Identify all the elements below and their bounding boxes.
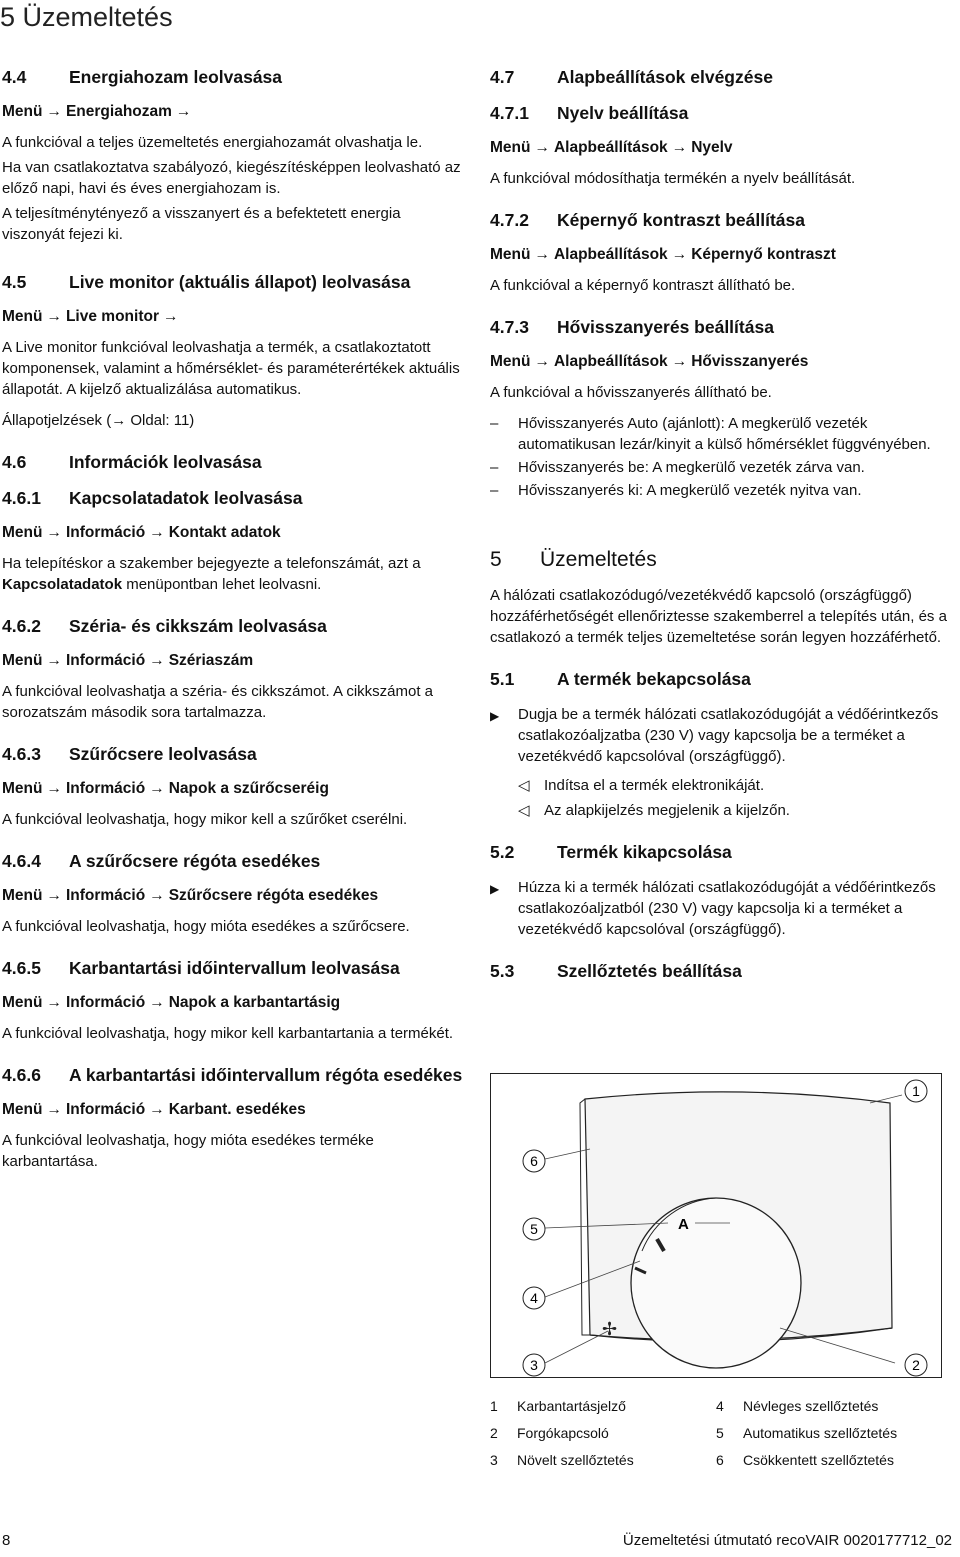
device-illustration — [490, 1073, 942, 1378]
right-column — [490, 58, 948, 996]
svg-text:✢: ✢ — [602, 1319, 618, 1340]
legend-item: 6 Csökkentett szellőztetés — [716, 1452, 894, 1468]
paragraph: A funkcióval a képernyő kontraszt állítható be. — [490, 277, 796, 294]
menu-path: Menü → Live monitor → — [2, 308, 179, 325]
page-header-title: 5 Üzemeltetés — [0, 2, 173, 32]
callout-label: 2 — [912, 1357, 920, 1373]
figure-legend — [490, 1393, 942, 1474]
section-heading: 4.6.3 Szűrőcsere leolvasása — [2, 744, 257, 764]
section-heading: 5.1 A termék bekapcsolása — [490, 669, 751, 689]
menu-path: Menü → Információ → Napok a karbantartásig — [2, 994, 341, 1011]
paragraph: A funkcióval leolvashatja, hogy mióta esedékes a szűrőcsere. — [2, 918, 410, 935]
paragraph: A funkcióval leolvashatja a széria- és cikkszámot. A cikkszámot a sorozatszám második sora tartalmazza. — [2, 683, 434, 721]
section-heading: 4.5 Live monitor (aktuális állapot) leolvasása — [2, 272, 411, 292]
section-heading: 4.6.1 Kapcsolatadatok leolvasása — [2, 488, 303, 508]
section-heading: 4.6 Információk leolvasása — [2, 452, 262, 472]
menu-path: Menü → Alapbeállítások → Képernyő kontraszt — [490, 246, 836, 263]
section-heading: 4.7 Alapbeállítások elvégzése — [490, 67, 773, 87]
menu-path: Menü → Energiahozam → — [2, 103, 192, 120]
document-title: Üzemeltetési útmutató recoVAIR 0020177712_02 — [622, 1532, 952, 1549]
callout-label: 3 — [530, 1357, 538, 1373]
paragraph: A funkcióval leolvashatja, hogy mikor kell karbantartania a termékét. — [2, 1025, 454, 1042]
legend-item: 4 Névleges szellőztetés — [716, 1398, 879, 1414]
paragraph: A funkcióval módosíthatja termékén a nyelv beállítását. — [490, 170, 856, 187]
section-heading: 4.7.1 Nyelv beállítása — [490, 103, 689, 123]
legend-item: 5 Automatikus szellőztetés — [716, 1425, 898, 1441]
list-item: – Hővisszanyerés be: A megkerülő vezeték zárva van. — [490, 459, 865, 476]
paragraph: A funkcióval a teljes üzemeltetés energiahozamát olvashatja le. — [2, 134, 423, 151]
paragraph: A teljesítménytényező a visszanyert és a befektetett energia viszonyát fejezi ki. — [2, 205, 401, 243]
menu-path: Menü → Információ → Kontakt adatok — [2, 524, 281, 541]
menu-path: Menü → Információ → Napok a szűrőcseréig — [2, 780, 329, 797]
legend-item: 1 Karbantartásjelző — [490, 1398, 626, 1414]
legend-item: 3 Növelt szellőztetés — [490, 1452, 634, 1468]
result-item: ◁ Indítsa el a termék elektronikáját. — [518, 777, 765, 794]
callout-label: 1 — [912, 1083, 920, 1099]
list-item: – Hővisszanyerés Auto (ajánlott): A megkerülő vezeték automatikusan lezár/kinyit a külső hőmérséklet függvényében. — [490, 415, 931, 453]
list-item: – Hővisszanyerés ki: A megkerülő vezeték nyitva van. — [490, 482, 862, 499]
section-heading: 4.6.4 A szűrőcsere régóta esedékes — [2, 851, 321, 871]
callout-label: 6 — [530, 1153, 538, 1169]
dial-label: A — [678, 1216, 689, 1233]
ventilation-control-figure — [490, 1073, 942, 1378]
section-heading: 5.3 Szellőztetés beállítása — [490, 961, 742, 981]
section-heading: 4.6.6 A karbantartási időintervallum régóta esedékes — [2, 1065, 463, 1085]
callout-label: 5 — [530, 1221, 538, 1237]
menu-path: Menü → Információ → Szériaszám — [2, 652, 254, 669]
section-heading: 4.6.5 Karbantartási időintervallum leolvasása — [2, 958, 400, 978]
page-reference: Állapotjelzések (→ Oldal: 11) — [2, 412, 195, 429]
paragraph: A hálózati csatlakozódugó/vezetékvédő kapcsoló (országfüggő) hozzáférhetőségét ellenőriztesse szakemberrel a telepítés után, és a csatlakozó a termék teljes üzemeltetése során legyen hozzáférhető. — [490, 587, 947, 646]
paragraph: A funkcióval leolvashatja, hogy mikor kell a szűrőket cserélni. — [2, 811, 408, 828]
result-item: ◁ Az alapkijelzés megjelenik a kijelzőn. — [518, 802, 790, 819]
section-heading: 5.2 Termék kikapcsolása — [490, 842, 732, 862]
page-number: 8 — [2, 1532, 11, 1549]
left-column — [2, 58, 464, 1176]
menu-path: Menü → Információ → Karbant. esedékes — [2, 1101, 306, 1118]
menu-path: Menü → Alapbeállítások → Nyelv — [490, 139, 733, 156]
paragraph: Ha telepítéskor a szakember bejegyezte a telefonszámát, azt a Kapcsolatadatok menüpontban lehet leolvasni. — [2, 555, 421, 593]
paragraph: A funkcióval leolvashatja, hogy mióta esedékes termékе karbantartása. — [2, 1132, 374, 1170]
legend-item: 2 Forgókapcsoló — [490, 1425, 609, 1441]
chapter-heading: 5 Üzemeltetés — [490, 548, 657, 571]
menu-path: Menü → Információ → Szűrőcsere régóta esedékes — [2, 887, 379, 904]
paragraph: A funkcióval a hővisszanyerés állítható be. — [490, 384, 772, 401]
step-item: ▶ Dugja be a termék hálózati csatlakozódugóját a védőérintkezős csatlakozóaljzatba (230 V) vagy kapcsolja be a terméket a vezetékvédő kapcsolóval (országfüggő). — [490, 706, 939, 765]
section-heading: 4.7.2 Képernyő kontraszt beállítása — [490, 210, 805, 230]
menu-path: Menü → Alapbeállítások → Hővisszanyerés — [490, 353, 809, 370]
section-heading: 4.6.2 Széria- és cikkszám leolvasása — [2, 616, 327, 636]
paragraph: Ha van csatlakoztatva szabályozó, kiegészítésképpen leolvasható az előző napi, havi és éves energiahozam is. — [2, 159, 461, 197]
section-heading: 4.7.3 Hővisszanyerés beállítása — [490, 317, 774, 337]
callout-label: 4 — [530, 1290, 538, 1306]
section-heading: 4.4 Energiahozam leolvasása — [2, 67, 283, 87]
step-item: ▶ Húzza ki a termék hálózati csatlakozódugóját a védőérintkezős csatlakozóaljzatból (230 V) vagy kapcsolja ki a terméket a vezetékvédő kapcsolóval (országfüggő). — [490, 879, 936, 938]
paragraph: A Live monitor funkcióval leolvashatja a termék, a csatlakoztatott komponensek, valamint a hőmérséklet- és paraméterértékek aktuális állapotát. A kijelző aktualizálása automatikus. — [2, 339, 460, 398]
